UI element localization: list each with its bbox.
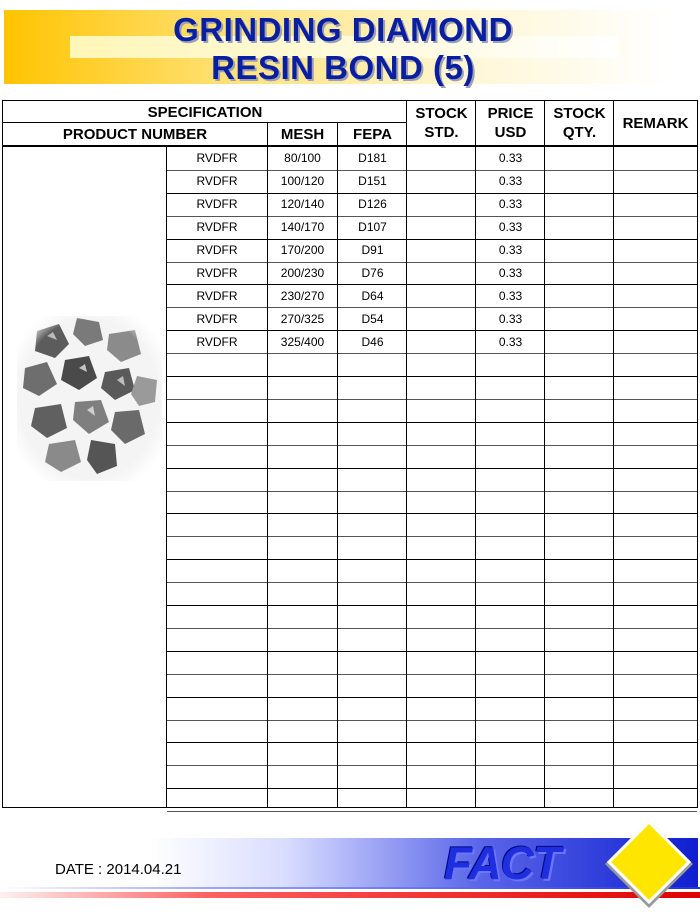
cell-mesh: 100/120 — [280, 174, 325, 189]
cell-product-number: RVDFR — [196, 174, 238, 189]
header-price — [476, 101, 545, 145]
yellow-diamond-icon — [603, 818, 695, 910]
cell-stock-std — [407, 651, 476, 674]
header-divider — [3, 122, 407, 123]
cell-product-number — [167, 788, 267, 811]
cell-product-number — [167, 559, 267, 582]
cell-mesh — [268, 582, 337, 605]
cell-mesh — [268, 468, 337, 491]
cell-price — [476, 353, 545, 376]
cell-product-number: RVDFR — [196, 151, 238, 166]
footer-blue-line — [0, 887, 700, 889]
cell-fepa: D64 — [361, 288, 384, 303]
cell-stock-std — [407, 262, 476, 285]
cell-mesh — [268, 422, 337, 445]
cell-price: 0.33 — [498, 220, 523, 235]
cell-mesh: 140/170 — [280, 220, 325, 235]
cell-product-number — [167, 445, 267, 468]
cell-fepa — [338, 399, 407, 422]
cell-stock-std — [407, 284, 476, 307]
column-divider — [267, 147, 268, 807]
cell-mesh — [268, 765, 337, 788]
cell-remark — [614, 399, 697, 422]
cell-stock-qty — [545, 284, 614, 307]
cell-remark — [614, 720, 697, 743]
cell-product-number — [167, 468, 267, 491]
cell-stock-std — [407, 147, 476, 170]
header-stock-std — [407, 101, 476, 145]
cell-fepa: D76 — [361, 265, 384, 280]
cell-remark — [614, 284, 697, 307]
cell-stock-std — [407, 376, 476, 399]
cell-mesh: 230/270 — [280, 288, 325, 303]
cell-remark — [614, 788, 697, 811]
cell-stock-qty — [545, 239, 614, 262]
cell-stock-qty — [545, 765, 614, 788]
cell-product-number: RVDFR — [196, 220, 238, 235]
cell-fepa — [338, 765, 407, 788]
cell-fepa — [338, 376, 407, 399]
cell-stock-std — [407, 697, 476, 720]
cell-remark — [614, 376, 697, 399]
header-col-line — [544, 101, 545, 147]
cell-price — [476, 422, 545, 445]
cell-stock-std — [407, 422, 476, 445]
cell-stock-std — [407, 399, 476, 422]
cell-price: 0.33 — [498, 334, 523, 349]
diamond-grit-photo — [17, 316, 162, 481]
header-fepa: FEPA — [353, 125, 392, 143]
cell-stock-qty — [545, 262, 614, 285]
row-divider — [167, 811, 697, 812]
cell-product-number — [167, 582, 267, 605]
cell-stock-std — [407, 742, 476, 765]
cell-remark — [614, 697, 697, 720]
cell-mesh — [268, 788, 337, 811]
cell-fepa: D91 — [361, 243, 384, 258]
cell-price — [476, 513, 545, 536]
cell-fepa — [338, 628, 407, 651]
cell-price — [476, 765, 545, 788]
cell-price — [476, 651, 545, 674]
column-divider — [544, 147, 545, 807]
fact-logo: FACT — [444, 837, 561, 889]
cell-stock-qty — [545, 193, 614, 216]
cell-remark — [614, 216, 697, 239]
cell-price: 0.33 — [498, 197, 523, 212]
title-line-1: GRINDING DIAMOND — [173, 11, 513, 48]
header-product-number: PRODUCT NUMBER — [62, 125, 208, 143]
cell-fepa: D126 — [358, 197, 387, 212]
cell-fepa — [338, 536, 407, 559]
cell-stock-qty — [545, 582, 614, 605]
cell-price — [476, 605, 545, 628]
cell-fepa — [338, 742, 407, 765]
cell-fepa: D181 — [358, 151, 387, 166]
header-stock-std-line2: STD. — [424, 124, 459, 141]
cell-fepa — [338, 582, 407, 605]
cell-stock-std — [407, 353, 476, 376]
cell-mesh: 170/200 — [280, 243, 325, 258]
cell-remark — [614, 147, 697, 170]
cell-fepa: D151 — [358, 174, 387, 189]
cell-remark — [614, 491, 697, 514]
cell-product-number — [167, 376, 267, 399]
cell-stock-qty — [545, 147, 614, 170]
cell-product-number: RVDFR — [196, 197, 238, 212]
footer-red-line — [0, 892, 700, 898]
cell-mesh — [268, 720, 337, 743]
cell-remark — [614, 513, 697, 536]
cell-remark — [614, 468, 697, 491]
title-line-2: RESIN BOND (5) — [211, 49, 475, 86]
date-label: DATE : 2014.04.21 — [55, 861, 182, 878]
cell-stock-std — [407, 307, 476, 330]
cell-mesh — [268, 742, 337, 765]
cell-mesh — [268, 445, 337, 468]
cell-remark — [614, 353, 697, 376]
cell-stock-qty — [545, 307, 614, 330]
cell-mesh — [268, 513, 337, 536]
cell-price — [476, 697, 545, 720]
cell-remark — [614, 674, 697, 697]
cell-remark — [614, 559, 697, 582]
cell-stock-std — [407, 559, 476, 582]
cell-stock-std — [407, 674, 476, 697]
header-stock-qty-line1: STOCK — [553, 105, 606, 122]
cell-stock-std — [407, 605, 476, 628]
cell-mesh — [268, 536, 337, 559]
column-divider — [475, 147, 476, 807]
cell-mesh — [268, 376, 337, 399]
cell-fepa — [338, 491, 407, 514]
cell-stock-qty — [545, 170, 614, 193]
cell-fepa — [338, 559, 407, 582]
cell-stock-std — [407, 330, 476, 353]
cell-price: 0.33 — [498, 174, 523, 189]
cell-fepa — [338, 353, 407, 376]
cell-stock-qty — [545, 468, 614, 491]
header-col-line — [613, 101, 614, 147]
cell-stock-qty — [545, 445, 614, 468]
cell-product-number — [167, 697, 267, 720]
cell-product-number: RVDFR — [196, 334, 238, 349]
cell-mesh — [268, 605, 337, 628]
cell-price — [476, 582, 545, 605]
cell-remark — [614, 330, 697, 353]
cell-stock-qty — [545, 697, 614, 720]
cell-price — [476, 720, 545, 743]
cell-product-number — [167, 674, 267, 697]
header-col-line — [267, 123, 268, 147]
page-title — [0, 11, 686, 87]
cell-stock-qty — [545, 651, 614, 674]
cell-product-number — [167, 651, 267, 674]
cell-stock-std — [407, 720, 476, 743]
cell-stock-qty — [545, 628, 614, 651]
header-col-line — [406, 101, 407, 147]
column-divider — [337, 147, 338, 807]
cell-mesh: 200/230 — [280, 265, 325, 280]
cell-stock-qty — [545, 605, 614, 628]
cell-stock-std — [407, 788, 476, 811]
cell-remark — [614, 445, 697, 468]
cell-remark — [614, 422, 697, 445]
cell-remark — [614, 170, 697, 193]
cell-fepa — [338, 674, 407, 697]
cell-stock-qty — [545, 674, 614, 697]
cell-remark — [614, 536, 697, 559]
cell-stock-qty — [545, 536, 614, 559]
cell-mesh — [268, 674, 337, 697]
cell-fepa — [338, 788, 407, 811]
header-stock-qty — [545, 101, 614, 145]
cell-fepa: D54 — [361, 311, 384, 326]
cell-fepa: D107 — [358, 220, 387, 235]
cell-product-number — [167, 742, 267, 765]
cell-stock-std — [407, 239, 476, 262]
cell-price — [476, 376, 545, 399]
cell-fepa — [338, 468, 407, 491]
cell-remark — [614, 239, 697, 262]
cell-product-number — [167, 605, 267, 628]
cell-price — [476, 742, 545, 765]
header-col-line — [475, 101, 476, 147]
cell-stock-std — [407, 216, 476, 239]
cell-mesh — [268, 628, 337, 651]
cell-mesh — [268, 559, 337, 582]
cell-product-number — [167, 353, 267, 376]
header-stock-std-line1: STOCK — [415, 105, 468, 122]
cell-product-number — [167, 765, 267, 788]
cell-fepa — [338, 605, 407, 628]
header-price-line1: PRICE — [487, 105, 534, 122]
cell-price — [476, 674, 545, 697]
cell-product-number — [167, 422, 267, 445]
cell-remark — [614, 262, 697, 285]
cell-remark — [614, 193, 697, 216]
cell-fepa — [338, 445, 407, 468]
cell-stock-std — [407, 491, 476, 514]
cell-mesh: 120/140 — [280, 197, 325, 212]
cell-mesh — [268, 353, 337, 376]
cell-stock-qty — [545, 720, 614, 743]
cell-price — [476, 559, 545, 582]
cell-price: 0.33 — [498, 243, 523, 258]
cell-mesh: 325/400 — [280, 334, 325, 349]
cell-price: 0.33 — [498, 151, 523, 166]
cell-price — [476, 491, 545, 514]
cell-remark — [614, 582, 697, 605]
cell-product-number: RVDFR — [196, 243, 238, 258]
header-col-line — [337, 123, 338, 147]
cell-product-number — [167, 491, 267, 514]
cell-fepa — [338, 513, 407, 536]
cell-product-number — [167, 536, 267, 559]
cell-stock-qty — [545, 788, 614, 811]
cell-mesh: 270/325 — [280, 311, 325, 326]
column-divider — [406, 147, 407, 807]
header-specification: SPECIFICATION — [147, 103, 263, 121]
cell-stock-std — [407, 468, 476, 491]
cell-product-number: RVDFR — [196, 265, 238, 280]
column-divider — [166, 147, 167, 807]
cell-mesh: 80/100 — [284, 151, 321, 166]
cell-remark — [614, 605, 697, 628]
header-stock-qty-line2: QTY. — [562, 124, 597, 141]
cell-stock-qty — [545, 330, 614, 353]
cell-price — [476, 536, 545, 559]
cell-product-number — [167, 399, 267, 422]
cell-fepa — [338, 720, 407, 743]
cell-product-number — [167, 720, 267, 743]
cell-stock-qty — [545, 353, 614, 376]
cell-mesh — [268, 651, 337, 674]
header-mesh: MESH — [280, 125, 325, 143]
cell-stock-qty — [545, 422, 614, 445]
cell-mesh — [268, 491, 337, 514]
cell-fepa — [338, 697, 407, 720]
cell-stock-std — [407, 193, 476, 216]
cell-price: 0.33 — [498, 288, 523, 303]
cell-price — [476, 399, 545, 422]
cell-stock-qty — [545, 376, 614, 399]
cell-remark — [614, 765, 697, 788]
cell-stock-std — [407, 582, 476, 605]
header-price-line2: USD — [494, 124, 527, 141]
cell-stock-qty — [545, 491, 614, 514]
cell-fepa — [338, 651, 407, 674]
cell-product-number: RVDFR — [196, 311, 238, 326]
cell-stock-qty — [545, 742, 614, 765]
cell-stock-qty — [545, 399, 614, 422]
price-table — [2, 100, 698, 808]
cell-stock-std — [407, 536, 476, 559]
cell-fepa — [338, 422, 407, 445]
cell-stock-qty — [545, 513, 614, 536]
cell-remark — [614, 628, 697, 651]
cell-price — [476, 788, 545, 811]
cell-remark — [614, 651, 697, 674]
cell-price — [476, 468, 545, 491]
cell-price: 0.33 — [498, 265, 523, 280]
cell-mesh — [268, 697, 337, 720]
cell-stock-std — [407, 170, 476, 193]
cell-product-number — [167, 513, 267, 536]
cell-stock-qty — [545, 216, 614, 239]
cell-product-number: RVDFR — [196, 288, 238, 303]
cell-fepa: D46 — [361, 334, 384, 349]
cell-stock-std — [407, 765, 476, 788]
cell-stock-qty — [545, 559, 614, 582]
cell-remark — [614, 307, 697, 330]
cell-stock-std — [407, 513, 476, 536]
cell-stock-std — [407, 628, 476, 651]
header-remark: REMARK — [622, 114, 689, 132]
column-divider — [613, 147, 614, 807]
cell-price — [476, 445, 545, 468]
cell-mesh — [268, 399, 337, 422]
cell-stock-std — [407, 445, 476, 468]
cell-price — [476, 628, 545, 651]
cell-product-number — [167, 628, 267, 651]
cell-remark — [614, 742, 697, 765]
cell-price: 0.33 — [498, 311, 523, 326]
